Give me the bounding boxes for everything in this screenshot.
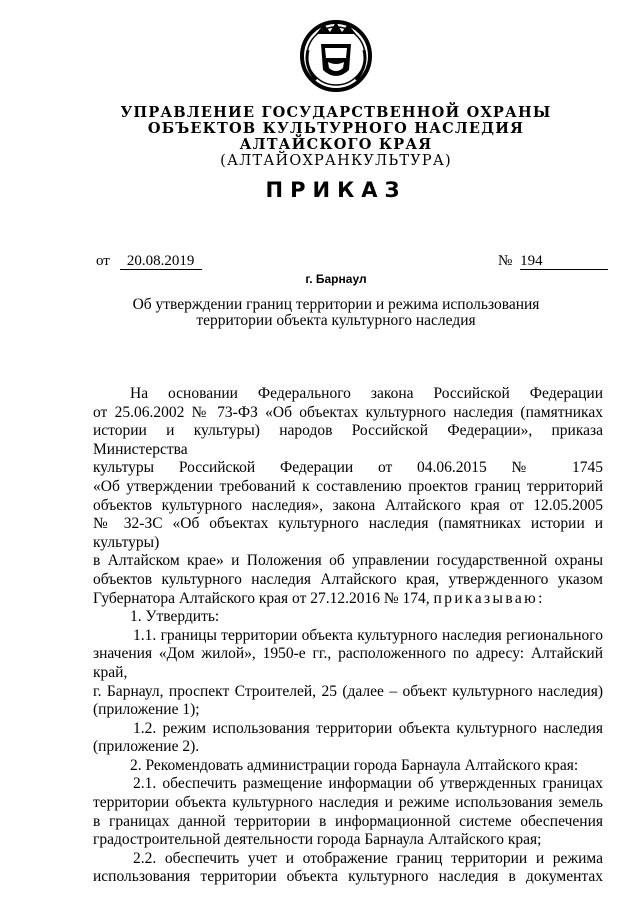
order-word: приказываю:: [433, 589, 545, 607]
org-short-name: (АЛТАЙОХРАНКУЛЬТУРА): [220, 153, 452, 169]
order-date-row: [96, 253, 202, 270]
item-1-1-line: 1.1. границы территории объекта культурного наследия регионального: [133, 626, 603, 644]
item-1-2-line: (приложение 2).: [93, 738, 200, 756]
order-number-row: [498, 253, 608, 270]
document-type-title: ПРИКАЗ: [265, 178, 407, 202]
subject-line: территории объекта культурного наследия: [196, 312, 476, 329]
item-2-2-line: 2.2. обеспечить учет и отображение границ территории и режима: [133, 849, 603, 867]
item-2: 2. Рекомендовать администрации города Барнаула Алтайского края:: [130, 756, 579, 774]
city-name: г. Барнаул: [305, 272, 367, 286]
item-1-1-line: (приложение 1);: [93, 701, 200, 719]
order-date: 20.08.2019: [120, 254, 202, 270]
order-subject: [110, 297, 562, 329]
number-prefix: №: [498, 253, 513, 269]
body-line: «Об утверждении требований к составлению проектов границ территорий: [93, 477, 603, 495]
body-line: объектов культурного наследия Алтайского края, утвержденного указом: [93, 570, 603, 588]
order-number: 194: [520, 254, 608, 270]
body-line: от 25.06.2002 № 73-ФЗ «Об объектах культурного наследия (памятниках: [93, 403, 603, 421]
body-line: в Алтайском крае» и Положения об управлении государственной охраны: [93, 552, 603, 570]
body-line: культуры Российской Федерации от 04.06.2015 № 1745: [93, 459, 603, 477]
org-name-line1: УПРАВЛЕНИЕ ГОСУДАРСТВЕННОЙ ОХРАНЫ: [120, 104, 552, 121]
body-line: истории и культуры) народов Российской Федерации», приказа Министерства: [93, 422, 603, 458]
item-2-1-line: градостроительной деятельности города Барнаула Алтайского края;: [93, 831, 542, 849]
order-body: [93, 385, 603, 887]
item-2-1-line: 2.1. обеспечить размещение информации об утвержденных границах: [133, 775, 603, 793]
item-2-1-line: в границах данной территории в информационной системе обеспечения: [93, 812, 603, 830]
item-2-2-line: использования территории объекта культурного наследия в документах: [93, 868, 603, 886]
body-line: № 32-ЗС «Об объектах культурного наследия (памятниках истории и культуры): [93, 515, 603, 551]
org-name-line2: ОБЪЕКТОВ КУЛЬТУРНОГО НАСЛЕДИЯ: [147, 120, 525, 137]
body-line: [93, 590, 603, 609]
coat-of-arms-emblem: [296, 14, 376, 94]
body-line: объектов культурного наследия», закона Алтайского края от 12.05.2005: [93, 496, 603, 514]
item-1-2-line: 1.2. режим использования территории объекта культурного наследия: [133, 719, 603, 737]
org-name-line3: АЛТАЙСКОГО КРАЯ: [239, 136, 433, 153]
item-1-1-line: г. Барнаул, проспект Строителей, 25 (далее – объект культурного наследия): [93, 682, 603, 700]
body-line: На основании Федерального закона Российской Федерации: [130, 385, 603, 402]
item-1: 1. Утвердить:: [130, 608, 220, 626]
item-2-1-line: территории объекта культурного наследия и режиме использования земель: [93, 794, 603, 812]
body-line-text: Губернатора Алтайского края от 27.12.2016 № 174,: [93, 589, 430, 607]
item-1-1-line: значения «Дом жилой», 1950-е гг., расположенного по адресу: Алтайский край,: [93, 645, 603, 681]
subject-line: Об утверждении границ территории и режима использования: [132, 296, 540, 313]
date-prefix: от: [96, 253, 110, 269]
